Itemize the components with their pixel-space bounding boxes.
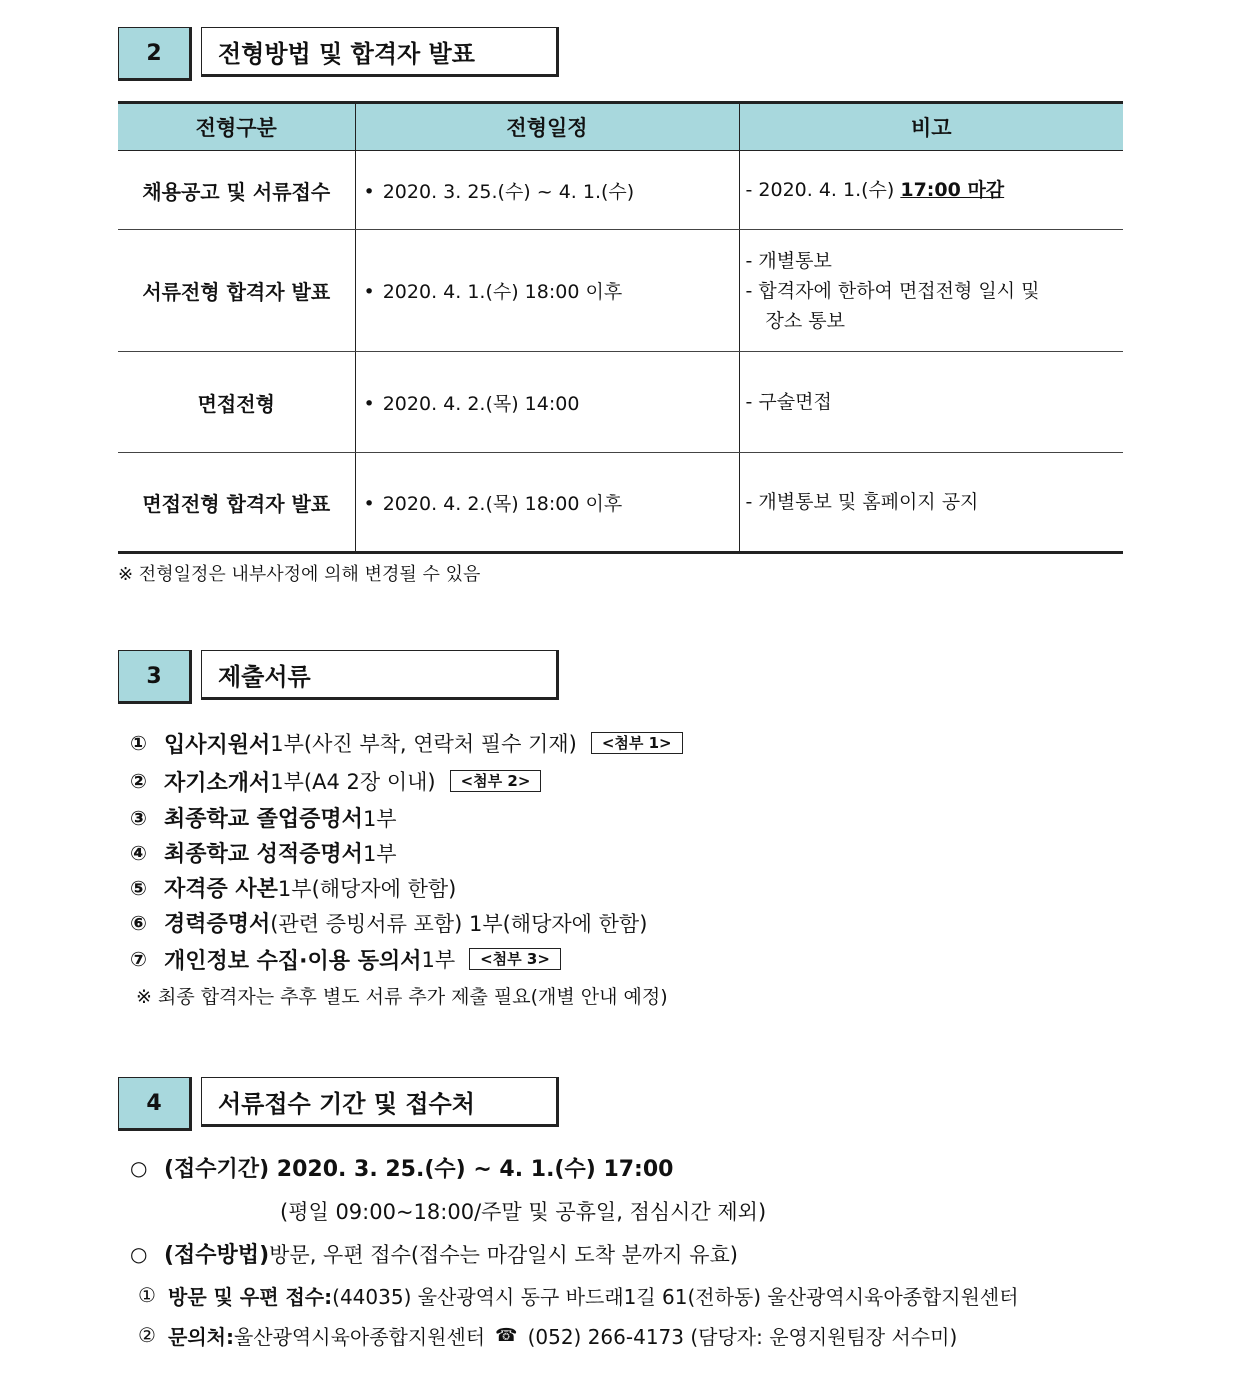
category-cell: 채용공고 및 서류접수 xyxy=(118,151,355,230)
bullet-icon: • xyxy=(363,492,375,515)
column-header: 비고 xyxy=(739,103,1123,151)
receipt-period xyxy=(130,1146,1019,1189)
contact-label: 문의처: xyxy=(168,1324,234,1349)
circle-bullet-icon: ○ xyxy=(130,1241,148,1266)
table-header-row xyxy=(118,103,1123,151)
item-detail: 1부 xyxy=(362,806,397,831)
item-number: ① xyxy=(138,1283,156,1307)
list-item xyxy=(130,940,683,978)
bullet-icon: • xyxy=(363,281,375,303)
list-item xyxy=(130,835,683,870)
section-number: 4 xyxy=(118,1077,192,1131)
item-title: 개인정보 수집·이용 동의서 xyxy=(164,948,422,974)
table-row xyxy=(118,453,1123,553)
item-number: ⑥ xyxy=(130,910,147,935)
receipt-info xyxy=(130,1146,1019,1355)
receipt-method xyxy=(130,1232,1019,1275)
date-text: 2020. 3. 25.(수) ~ 4. 1.(수) xyxy=(382,180,635,203)
item-title: 최종학교 성적증명서 xyxy=(164,842,363,867)
documents-note: ※ 최종 합격자는 추후 별도 서류 추가 제출 필요(개별 안내 예정) xyxy=(136,986,668,1008)
method-label: (접수방법) xyxy=(164,1243,270,1268)
date-text: 2020. 4. 2.(목) 14:00 xyxy=(382,392,580,415)
contact-info xyxy=(130,1315,1019,1355)
attachment-badge: <첨부 3> xyxy=(469,948,561,970)
section-title: 제출서류 xyxy=(201,650,559,700)
note-text: 장소 통보 xyxy=(765,309,845,332)
period-text: (접수기간) 2020. 3. 25.(수) ~ 4. 1.(수) 17:00 xyxy=(164,1157,674,1182)
section-title: 서류접수 기간 및 접수처 xyxy=(201,1077,559,1127)
note-text: - 2020. 4. 1.(수) xyxy=(745,179,901,201)
date-text: 2020. 4. 2.(목) 18:00 이후 xyxy=(382,492,623,515)
item-number: ② xyxy=(138,1323,156,1347)
deadline-emphasis: 17:00 마감 xyxy=(900,179,1005,201)
note-cell: - 개별통보 및 홈페이지 공지 xyxy=(739,453,1123,553)
item-number: ② xyxy=(130,769,147,793)
item-title: 최종학교 졸업증명서 xyxy=(164,807,363,832)
list-item xyxy=(130,870,683,905)
table-row xyxy=(118,151,1123,230)
list-item xyxy=(130,762,683,800)
column-header: 전형일정 xyxy=(355,103,739,151)
bullet-icon: • xyxy=(363,180,375,203)
date-cell xyxy=(355,230,739,352)
category-cell: 면접전형 합격자 발표 xyxy=(118,453,355,553)
section-number: 2 xyxy=(118,27,192,81)
item-detail: 1부(A4 2장 이내) xyxy=(270,770,436,794)
phone-icon: ☎ xyxy=(495,1324,518,1346)
date-cell xyxy=(355,453,739,553)
item-detail: 1부(사진 부착, 연락처 필수 기재) xyxy=(270,732,577,756)
list-item xyxy=(130,724,683,762)
attachment-badge: <첨부 1> xyxy=(591,732,683,754)
schedule-table xyxy=(118,101,1123,554)
table-row xyxy=(118,230,1123,352)
date-cell xyxy=(355,151,739,230)
contact-phone: (052) 266-4173 (담당자: 운영지원팀장 서수미) xyxy=(527,1324,958,1349)
category-cell: 면접전형 xyxy=(118,352,355,453)
visit-label: 방문 및 우편 접수: xyxy=(168,1284,333,1309)
date-text: 2020. 4. 1.(수) 18:00 이후 xyxy=(382,281,623,303)
date-cell xyxy=(355,352,739,453)
method-text: 방문, 우편 접수(접수는 마감일시 도착 분까지 유효) xyxy=(269,1242,738,1267)
item-title: 입사지원서 xyxy=(164,732,271,758)
item-number: ③ xyxy=(130,805,147,830)
section-number: 3 xyxy=(118,650,192,704)
column-header: 전형구분 xyxy=(118,103,355,151)
note-text: - 합격자에 한하여 면접전형 일시 및 xyxy=(745,279,1040,302)
item-title: 자격증 사본 xyxy=(164,877,278,902)
item-detail: 1부(해당자에 한함) xyxy=(277,876,457,901)
attachment-badge: <첨부 2> xyxy=(450,770,542,792)
note-cell xyxy=(739,230,1123,352)
note-text: - 개별통보 xyxy=(745,249,832,272)
note-cell: - 구술면접 xyxy=(739,352,1123,453)
item-number: ④ xyxy=(130,840,147,865)
item-detail: (관련 증빙서류 포함) 1부(해당자에 한함) xyxy=(270,911,648,936)
item-title: 자기소개서 xyxy=(164,770,271,796)
contact-org: 울산광역시육아종합지원센터 xyxy=(233,1324,486,1349)
table-row xyxy=(118,352,1123,453)
circle-bullet-icon: ○ xyxy=(130,1155,148,1180)
item-number: ① xyxy=(130,731,147,755)
document-list xyxy=(130,724,683,1013)
item-title: 경력증명서 xyxy=(164,912,271,937)
list-item xyxy=(130,905,683,940)
section-title: 전형방법 및 합격자 발표 xyxy=(201,27,559,77)
note-cell xyxy=(739,151,1123,230)
bullet-icon: • xyxy=(363,392,375,415)
item-detail: 1부 xyxy=(362,841,397,866)
visit-text: (44035) 울산광역시 동구 바드래1길 61(전하동) 울산광역시육아종합지원센터 xyxy=(332,1284,1019,1309)
visit-address xyxy=(130,1275,1019,1315)
period-detail: (평일 09:00~18:00/주말 및 공휴일, 점심시간 제외) xyxy=(280,1199,767,1224)
list-item xyxy=(130,800,683,835)
item-number: ⑦ xyxy=(130,947,147,971)
category-cell: 서류전형 합격자 발표 xyxy=(118,230,355,352)
item-number: ⑤ xyxy=(130,875,147,900)
schedule-footnote: ※ 전형일정은 내부사정에 의해 변경될 수 있음 xyxy=(118,564,481,585)
item-detail: 1부 xyxy=(421,948,456,972)
